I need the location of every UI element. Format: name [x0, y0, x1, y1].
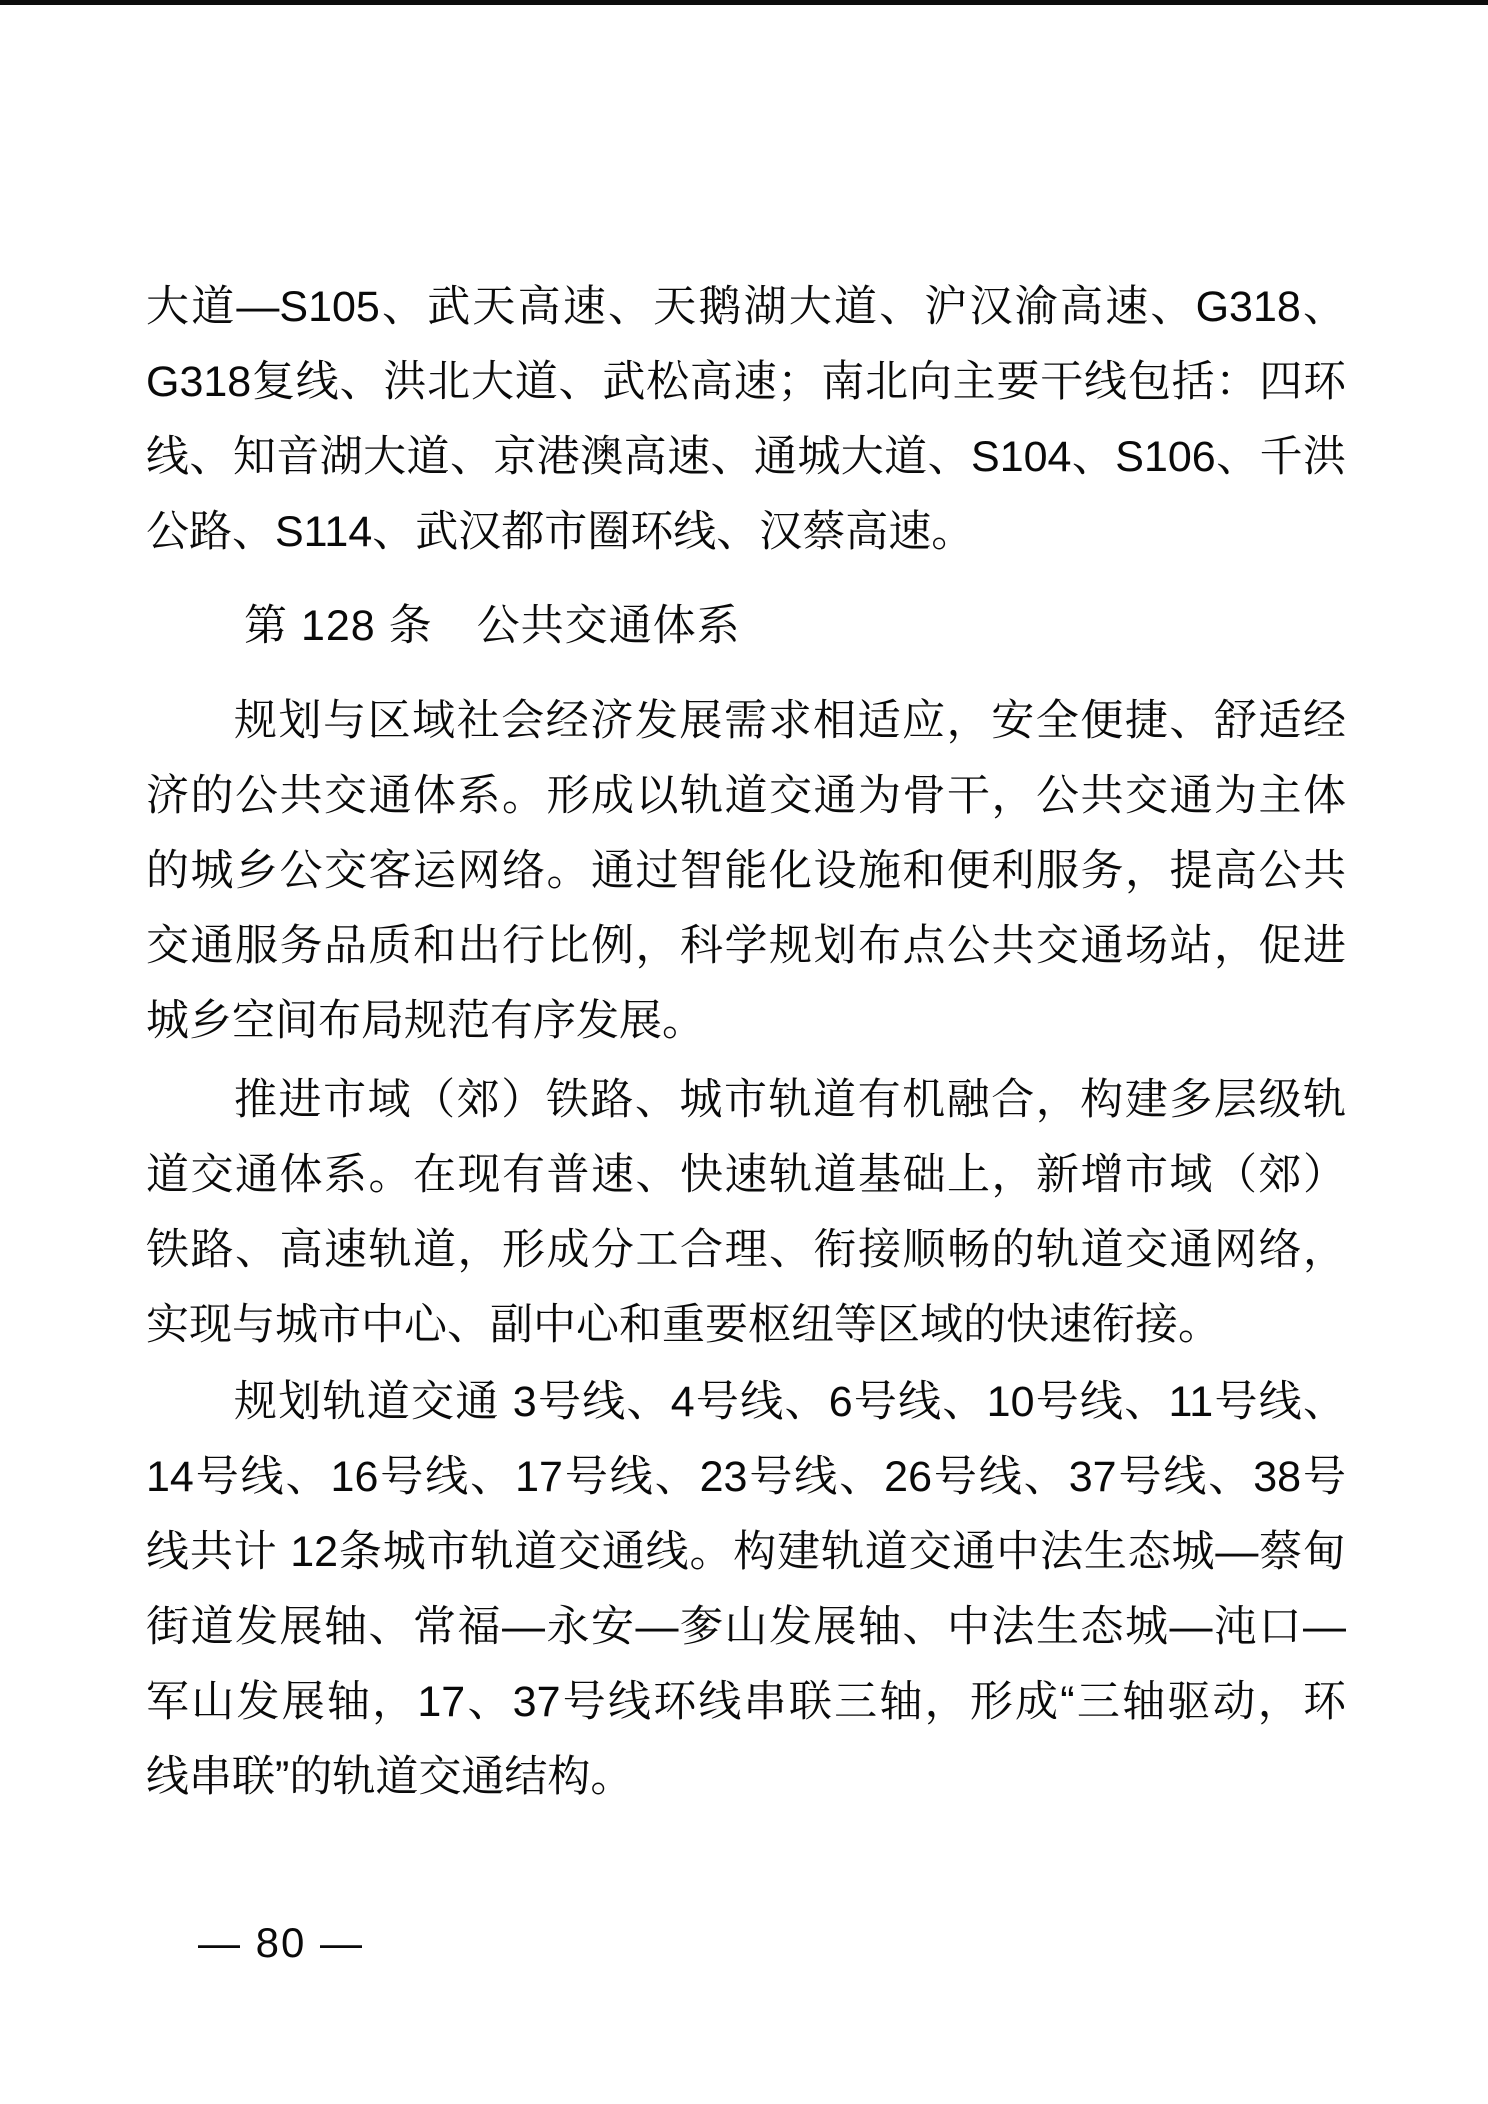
- text-line: 铁路、高速轨道，形成分工合理、衔接顺畅的轨道交通网络，: [146, 1226, 1346, 1274]
- paragraph-rail-lines: [146, 1365, 1346, 1815]
- section-heading: 第 128 条 公共交通体系: [244, 602, 741, 650]
- text-body: [146, 0, 1346, 1980]
- text-line: 军山发展轴，17、37号线环线串联三轴，形成“三轴驱动，环: [146, 1678, 1346, 1726]
- text-line: 线串联”的轨道交通结构。: [146, 1753, 634, 1801]
- text-line: 规划与区域社会经济发展需求相适应，安全便捷、舒适经: [234, 697, 1346, 745]
- text-line: 交通服务品质和出行比例，科学规划布点公共交通场站，促进: [146, 922, 1346, 970]
- text-line: 线共计 12条城市轨道交通线。构建轨道交通中法生态城—蔡甸: [146, 1528, 1346, 1576]
- text-line: 大道—S105、武天高速、天鹅湖大道、沪汉渝高速、G318、: [146, 283, 1346, 331]
- text-line: 推进市域（郊）铁路、城市轨道有机融合，构建多层级轨: [234, 1076, 1346, 1124]
- text-line: 公路、S114、武汉都市圈环线、汉蔡高速。: [146, 508, 975, 556]
- text-line: 街道发展轴、常福—永安—奓山发展轴、中法生态城—沌口—: [146, 1603, 1346, 1651]
- paragraph-continuation: [146, 270, 1346, 570]
- text-line: 济的公共交通体系。形成以轨道交通为骨干，公共交通为主体: [146, 772, 1346, 820]
- paragraph-public-transport: [146, 684, 1346, 1059]
- text-line: 线、知音湖大道、京港澳高速、通城大道、S104、S106、千洪: [146, 433, 1346, 481]
- text-line: 14号线、16号线、17号线、23号线、26号线、37号线、38号: [146, 1453, 1346, 1501]
- paragraph-rail-integration: [146, 1063, 1346, 1363]
- text-line: 实现与城市中心、副中心和重要枢纽等区域的快速衔接。: [146, 1301, 1221, 1349]
- text-line: G318复线、洪北大道、武松高速；南北向主要干线包括：四环: [146, 358, 1346, 406]
- text-line: 规划轨道交通 3号线、4号线、6号线、10号线、11号线、: [234, 1378, 1346, 1426]
- text-line: 的城乡公交客运网络。通过智能化设施和便利服务，提高公共: [146, 847, 1346, 895]
- text-line: 城乡空间布局规范有序发展。: [146, 997, 705, 1045]
- page-number: — 80 —: [198, 1919, 365, 1966]
- text-line: 道交通体系。在现有普速、快速轨道基础上，新增市域（郊）: [146, 1151, 1346, 1199]
